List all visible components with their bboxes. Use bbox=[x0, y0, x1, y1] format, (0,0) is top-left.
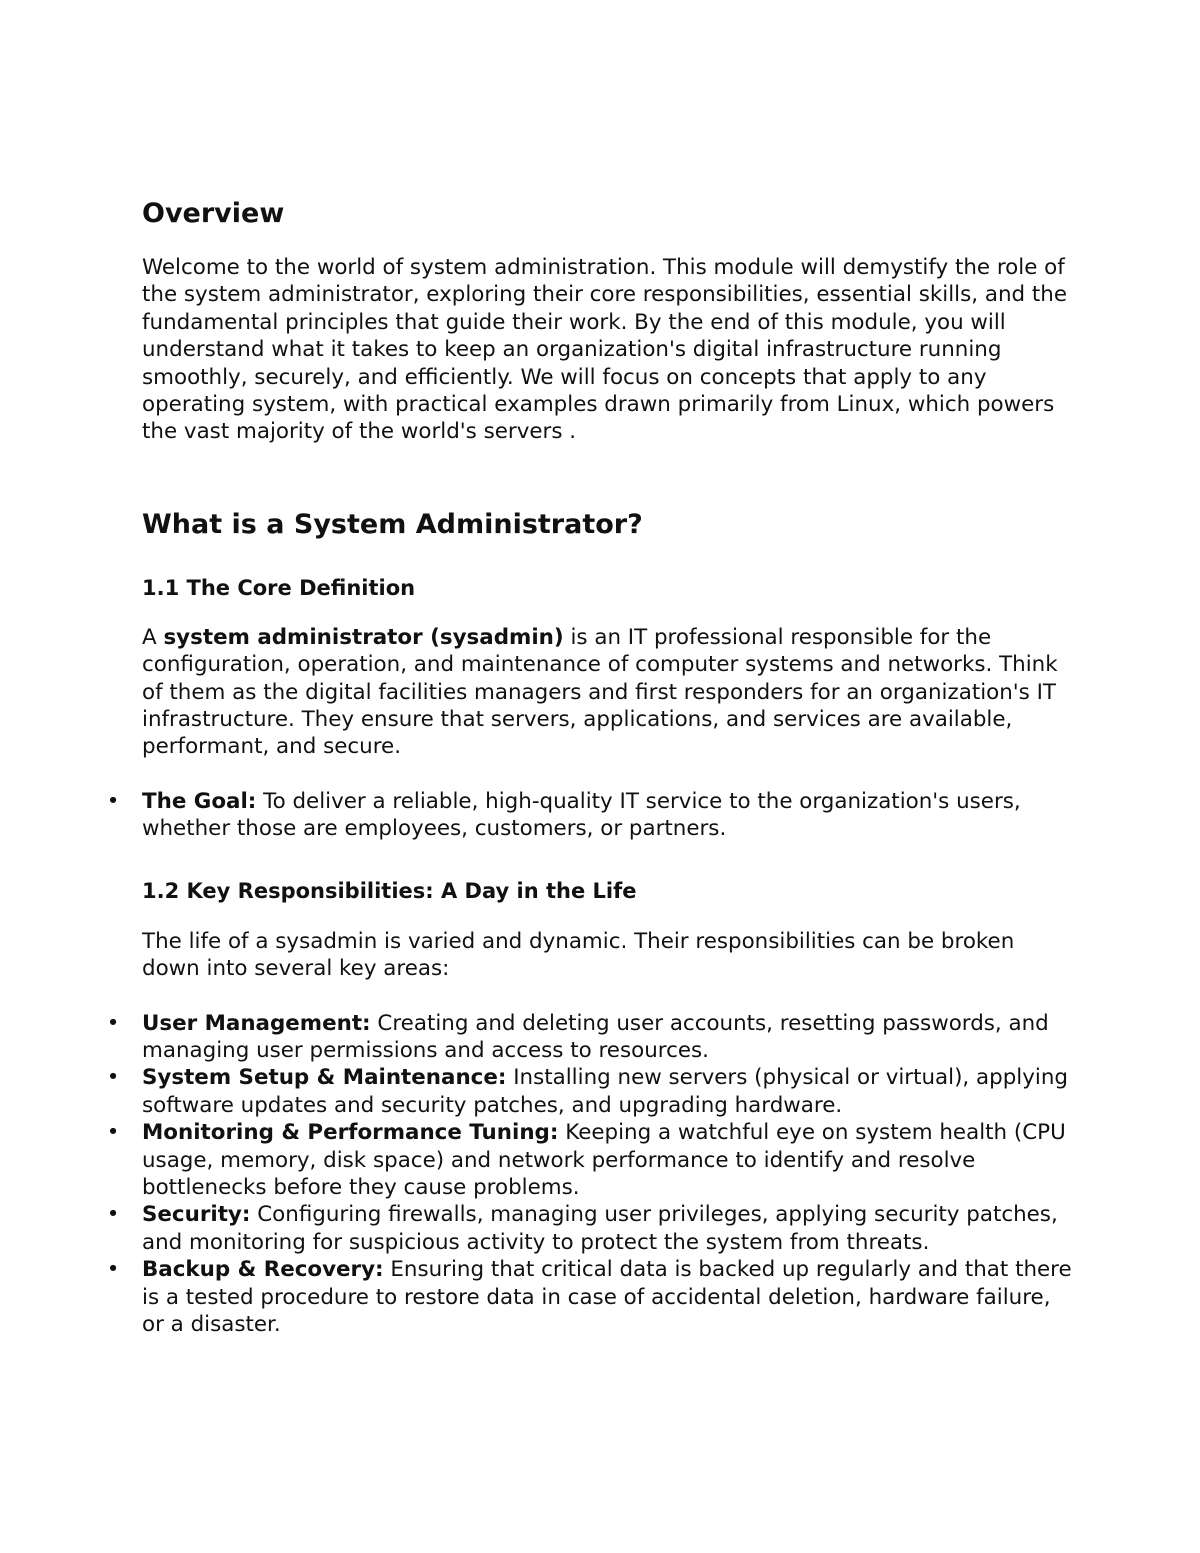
list-item-term: System Setup & Maintenance: bbox=[142, 1065, 507, 1091]
responsibilities-intro: The life of a sysadmin is varied and dynamic. Their responsibilities can be broken down into several key areas: bbox=[142, 928, 1015, 982]
goal-list bbox=[106, 788, 1072, 843]
core-definition-paragraph bbox=[142, 624, 1072, 761]
bullet-icon: • bbox=[106, 1202, 120, 1228]
core-definition-heading: 1.1 The Core Definition bbox=[142, 575, 416, 600]
list-item-text: Installing new servers (physical or virtual), applying software updates and security patches, and upgrading hardware. bbox=[142, 1065, 1068, 1118]
list-item-term: Backup & Recovery: bbox=[142, 1257, 384, 1283]
core-definition-body: is an IT professional responsible for the configuration, operation, and maintenance of computer systems and networks. Think of them as the digital facilities managers and first responders for an organization's IT infrastructure. They ensure that servers, applications, and services are available, performant, and secure. bbox=[142, 624, 1058, 760]
list-item-text: Configuring firewalls, managing user privileges, applying security patches, and monitoring for suspicious activity to protect the system from threats. bbox=[142, 1202, 1058, 1255]
list-item-term: The Goal: bbox=[142, 788, 257, 814]
list-item bbox=[106, 1201, 1072, 1256]
list-item bbox=[106, 1064, 1072, 1119]
sysadmin-term: system administrator (sysadmin) bbox=[163, 624, 564, 650]
list-item bbox=[106, 1010, 1072, 1065]
responsibilities-heading: 1.2 Key Responsibilities: A Day in the Life bbox=[142, 878, 637, 903]
bullet-icon: • bbox=[106, 1120, 120, 1146]
list-item bbox=[106, 1256, 1072, 1338]
bullet-icon: • bbox=[106, 1010, 120, 1036]
core-definition-prefix: A bbox=[142, 624, 164, 650]
section-heading: What is a System Administrator? bbox=[142, 508, 643, 540]
list-item bbox=[106, 788, 1072, 843]
overview-paragraph: Welcome to the world of system administration. This module will demystify the role of the system administrator, exploring their core responsibilities, essential skills, and the fundamental principles that guide their work. By the end of this module, you will understand what it takes to keep an organization's digital infrastructure running smoothly, securely, and efficiently. We will focus on concepts that apply to any operating system, with practical examples drawn primarily from Linux, which powers the vast majority of the world's servers . bbox=[142, 255, 1067, 445]
list-item-text: Creating and deleting user accounts, resetting passwords, and managing user permissions and access to resources. bbox=[142, 1010, 1049, 1063]
list-item-term: User Management: bbox=[142, 1010, 371, 1036]
bullet-icon: • bbox=[106, 788, 120, 814]
bullet-icon: • bbox=[106, 1065, 120, 1091]
list-item-text: To deliver a reliable, high-quality IT service to the organization's users, whether those are employees, customers, or partners. bbox=[142, 788, 1021, 842]
list-item-text: Ensuring that critical data is backed up regularly and that there is a tested procedure to restore data in case of accidental deletion, hardware failure, or a disaster. bbox=[142, 1257, 1072, 1337]
bullet-icon: • bbox=[106, 1257, 120, 1283]
responsibilities-list bbox=[106, 1010, 1072, 1339]
list-item-term: Monitoring & Performance Tuning: bbox=[142, 1120, 559, 1146]
list-item-text: Keeping a watchful eye on system health (CPU usage, memory, disk space) and network performance to identify and resolve bottlenecks before they cause problems. bbox=[142, 1120, 1066, 1200]
document-page bbox=[106, 196, 1072, 1338]
overview-heading: Overview bbox=[142, 198, 285, 229]
list-item bbox=[106, 1119, 1072, 1201]
list-item-term: Security: bbox=[142, 1202, 251, 1228]
